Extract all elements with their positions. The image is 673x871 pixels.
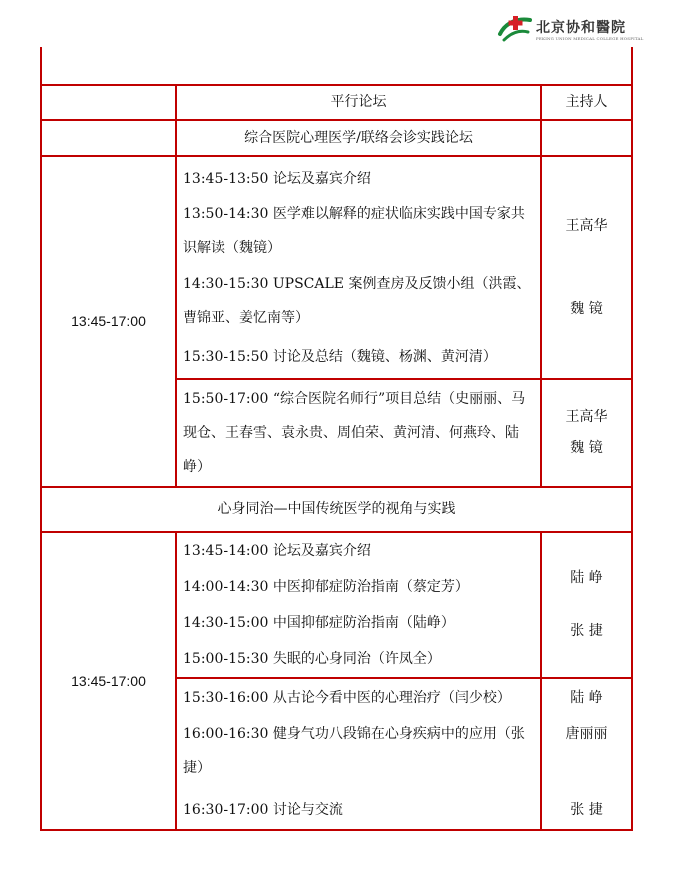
forum1-title-blank (41, 120, 176, 156)
agenda-item: 15:00-15:30 失眠的心身同治（许凤全） (183, 651, 441, 667)
agenda-item: 15:30-15:50 讨论及总结（魏镜、杨渊、黄河清） (183, 348, 497, 365)
forum2-time: 13:45-17:00 (41, 532, 176, 830)
host-name: 王高华 (565, 409, 608, 426)
host-name: 唐丽丽 (565, 726, 608, 742)
forum1-session1-agenda (176, 156, 541, 379)
host-name: 魏 镜 (570, 300, 603, 317)
hospital-emblem-icon (496, 12, 534, 46)
host-name: 王高华 (565, 217, 608, 234)
agenda-item: 16:30-17:00 讨论与交流 (183, 802, 343, 818)
blank-cell (41, 47, 632, 85)
forum2-session2-hosts (541, 678, 632, 830)
header-host: 主持人 (541, 85, 632, 120)
forum2-title: 心身同治—中国传统医学的视角与实践 (41, 487, 632, 532)
header-row (41, 85, 632, 120)
host-name: 陆 峥 (570, 570, 603, 587)
agenda-item: 13:45-14:00 论坛及嘉宾介绍 (183, 543, 371, 559)
hospital-name: 北京协和醫院 (536, 20, 626, 36)
agenda-item: 16:00-16:30 健身气功八段锦在心身疾病中的应用（张捷） (183, 726, 525, 776)
forum1-session2-hosts (541, 379, 632, 487)
agenda-item: 14:00-14:30 中医抑郁症防治指南（蔡定芳） (183, 579, 469, 595)
forum1-title-row (41, 120, 632, 156)
forum1-session1-row (41, 156, 632, 379)
forum1-time: 13:45-17:00 (41, 156, 176, 487)
forum1-host-blank (541, 120, 632, 156)
forum2-session2-agenda (176, 678, 541, 830)
forum2-session1-hosts (541, 532, 632, 678)
host-name: 魏 镜 (570, 440, 603, 456)
agenda-item: 13:45-13:50 论坛及嘉宾介绍 (183, 170, 371, 187)
hospital-logo (496, 10, 646, 46)
schedule-table (40, 47, 633, 831)
agenda-item: 14:30-15:00 中国抑郁症防治指南（陆峥） (183, 615, 455, 631)
agenda-item: 15:50-17:00 “综合医院名师行”项目总结（史丽丽、马现仓、王春雪、袁永贵、周伯荣、黄河清、何燕玲、陆峥） (183, 391, 526, 475)
forum2-session1-row (41, 532, 632, 678)
header-time-cell (41, 85, 176, 120)
host-name: 陆 峥 (570, 690, 603, 706)
forum2-title-row (41, 487, 632, 532)
hospital-name-en: PEKING UNION MEDICAL COLLEGE HOSPITAL (536, 36, 644, 41)
header-forum: 平行论坛 (176, 85, 541, 120)
agenda-item: 15:30-16:00 从古论今看中医的心理治疗（闫少校） (183, 690, 511, 706)
forum1-session1-hosts (541, 156, 632, 379)
agenda-item: 13:50-14:30 医学难以解释的症状临床实践中国专家共识解读（魏镜） (183, 205, 525, 256)
agenda-item: 14:30-15:30 UPSCALE 案例查房及反馈小组（洪霞、曹锦亚、姜忆南等） (183, 275, 531, 326)
forum1-session2-agenda (176, 379, 541, 487)
host-name: 张 捷 (570, 623, 603, 639)
forum1-title: 综合医院心理医学/联络会诊实践论坛 (176, 120, 541, 156)
host-name: 张 捷 (570, 802, 603, 818)
blank-top-row (41, 47, 632, 85)
forum2-session1-agenda (176, 532, 541, 678)
